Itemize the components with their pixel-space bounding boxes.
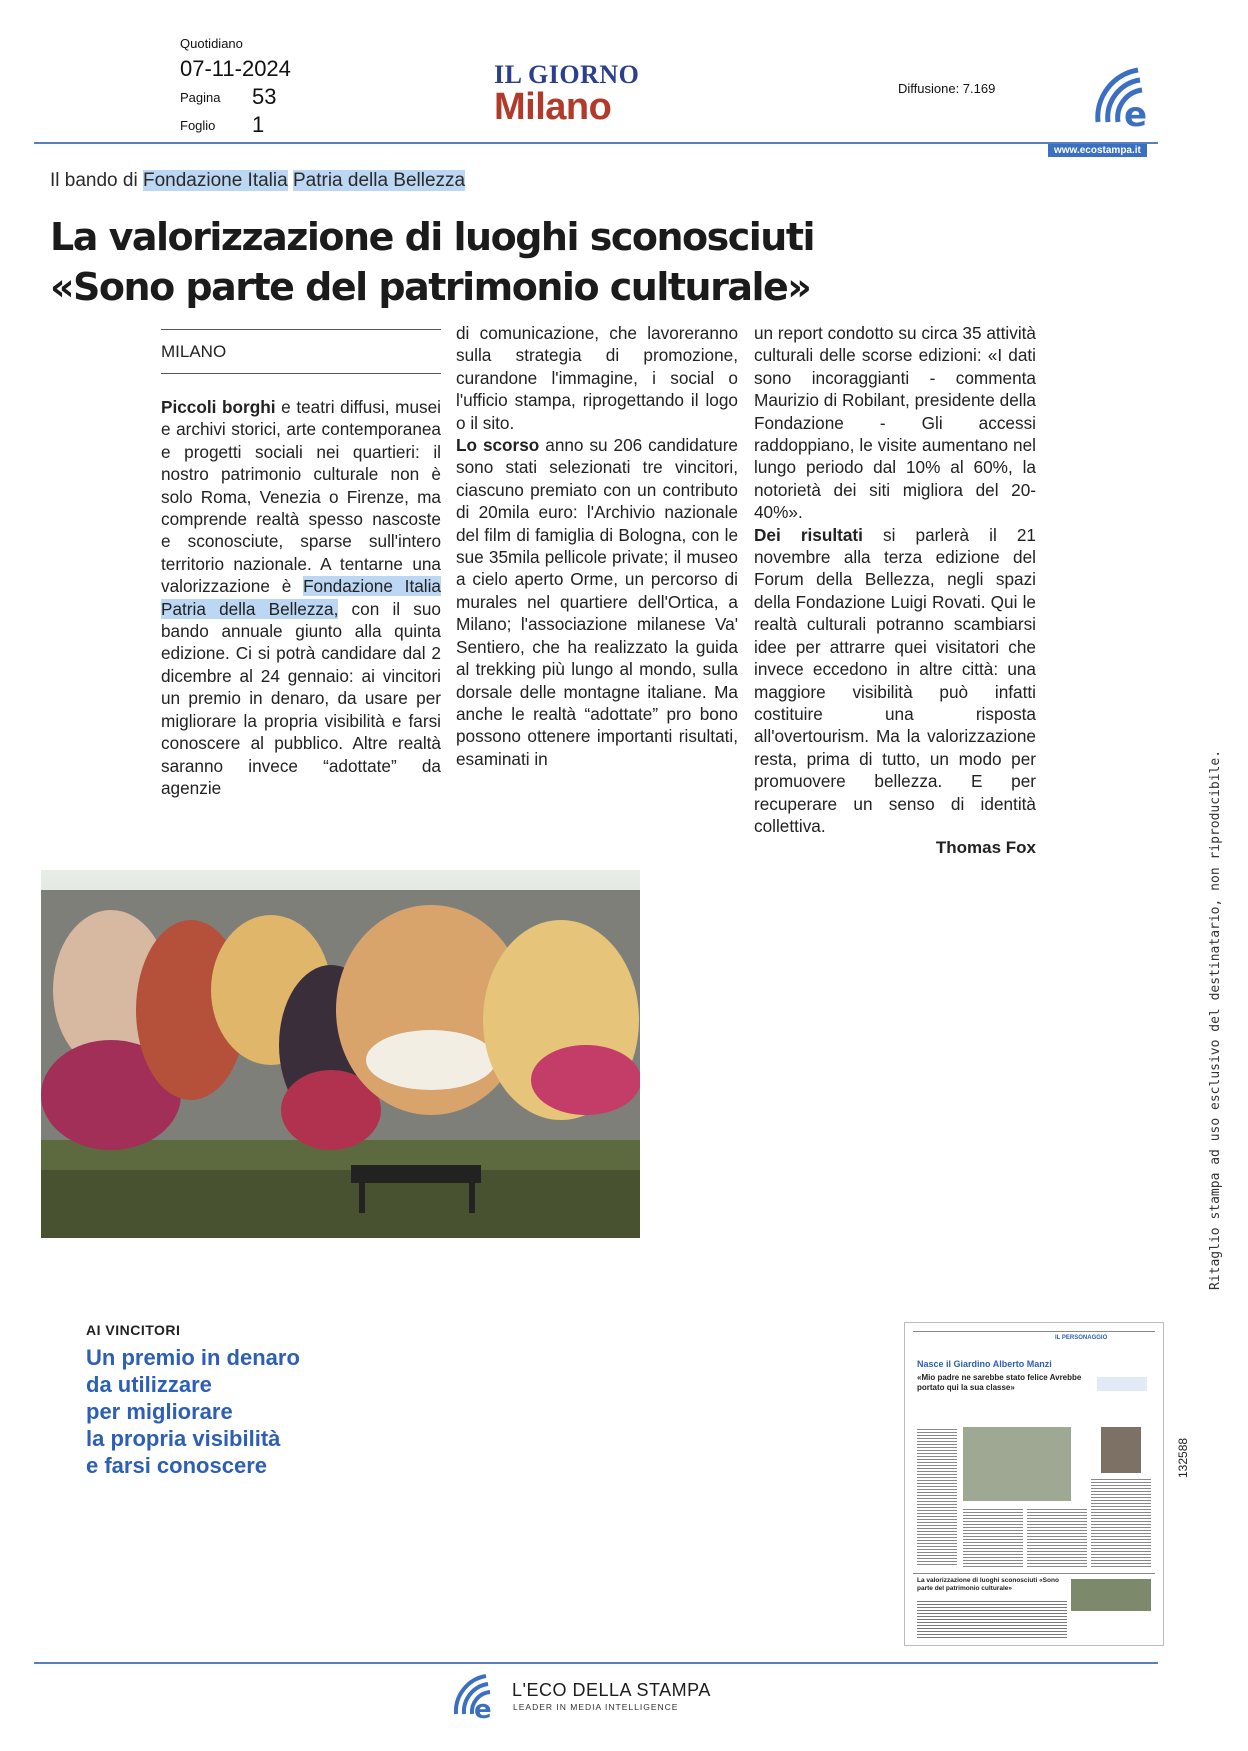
- article-column-1: [161, 396, 441, 799]
- callout-text: [86, 1344, 446, 1479]
- thumb-text-col-4: [1091, 1477, 1151, 1567]
- thumb-photo-2: [1071, 1579, 1151, 1611]
- newspaper-logo-top: IL GIORNO: [494, 60, 640, 89]
- mural-photo: [41, 870, 640, 1238]
- callout-line-2: da utilizzare: [86, 1372, 212, 1397]
- svg-text:e: e: [1124, 95, 1148, 130]
- page-label: Pagina: [180, 90, 221, 105]
- col1-lead: Piccoli borghi: [161, 397, 276, 417]
- col2-lead: Lo scorso: [456, 435, 540, 456]
- footer-brand: L'ECO DELLA STAMPA: [512, 1680, 711, 1700]
- col3-lead: Dei risultati: [754, 524, 863, 545]
- thumb-portrait: [1101, 1427, 1141, 1473]
- document-code: 132588: [1176, 1437, 1190, 1478]
- callout-line-1: Un premio in denaro: [86, 1345, 300, 1370]
- col3-text-a: un report condotto su circa 35 attività culturali delle scorse edizioni: «I dati sono incoraggianti - commenta Maurizio di Robilant, presidente della Fondazione - Gli accessi raddoppiano, le visite aumentano nel lungo periodo dal 10% al 60%, la notorietà dei siti migliora del 20-40%».: [754, 323, 1036, 523]
- headline-line-2: «Sono parte del patrimonio culturale»: [50, 265, 811, 309]
- thumb-bottom-text: [917, 1599, 1067, 1639]
- sheet-number: 1: [252, 112, 265, 137]
- col2-text-b: anno su 206 candidature sono stati selezionati tre vincitori, ciascuno premiato con un contributo di 20mila euro: l'Archivio nazionale del film di famiglia di Bologna, con le sue 35mila pellicole private; il museo a cielo aperto Orme, un percorso di murales nel quartiere dell'Ortica, a Milano; l'associazione milanese Va' Sentiero, che ha realizzato la guida al trekking più lungo al mondo, sulla dorsale delle montagne italiane. Ma anche le realtà “adottate” pro bono possono ottenere importanti risultati, esaminati in: [456, 435, 738, 769]
- thumb-quote-box: [1097, 1377, 1147, 1391]
- eco-url: www.ecostampa.it: [1048, 144, 1147, 157]
- col3-text-b: si parlerà il 21 novembre alla terza edizione del Forum della Bellezza, negli spazi della Fondazione Luigi Rovati. Qui le realtà culturali potranno scambiarsi idee per attrarre quei visitatori che invece eccedono in altre città: una maggiore visibilità può infatti costituire una risposta all'overtourism. Ma la valorizzazione resta, prima di tutto, un modo per promuovere bellezza. E per recuperare un senso di identità collettiva.: [754, 524, 1036, 836]
- headline-line-1: La valorizzazione di luoghi sconosciuti: [50, 215, 815, 259]
- footer-rule: [34, 1662, 1158, 1664]
- page-thumbnail: [904, 1322, 1164, 1646]
- thumb-bottom-title: La valorizzazione di luoghi sconosciuti «Sono parte del patrimonio culturale»: [917, 1577, 1059, 1592]
- thumb-text-col-2: [963, 1507, 1023, 1567]
- thumb-section: IL PERSONAGGIO: [1055, 1335, 1108, 1341]
- callout-line-3: per migliorare: [86, 1399, 233, 1424]
- footer-tagline: LEADER IN MEDIA INTELLIGENCE: [513, 1702, 679, 1712]
- thumb-top-rule: [913, 1331, 1155, 1332]
- kicker-org-2: Patria della Bellezza: [292, 170, 466, 191]
- article-column-2: [456, 322, 738, 770]
- col1-text-b: con il suo bando annuale giunto alla quinta edizione. Ci si potrà candidare dal 2 dicembre al 24 gennaio: ai vincitori un premio in denaro, da usare per migliorare la propria visibilità e farsi conoscere al pubblico. Altre realtà saranno invece “adottate” da agenzie: [161, 598, 441, 798]
- sheet-label: Foglio: [180, 118, 216, 133]
- article-kicker: [50, 170, 465, 192]
- callout-kicker: AI VINCITORI: [86, 1322, 181, 1338]
- kicker-org-1: Fondazione Italia: [142, 170, 288, 191]
- thumb-title: Nasce il Giardino Alberto Manzi: [917, 1359, 1052, 1369]
- svg-text:e: e: [474, 1695, 492, 1720]
- callout-line-5: e farsi conoscere: [86, 1453, 267, 1478]
- article-headline: [50, 212, 1010, 312]
- issue-date: 07-11-2024: [180, 56, 291, 81]
- callout-line-4: la propria visibilità: [86, 1426, 281, 1451]
- diffusion: Diffusione: 7.169: [898, 81, 996, 96]
- header-rule: [34, 142, 1158, 144]
- col2-text-a: di comunicazione, che lavoreranno sulla strategia di promozione, curandone l'immagine, i social o l'ufficio stampa, riprogettando il logo o il sito.: [456, 323, 738, 433]
- thumb-divider: [913, 1573, 1155, 1574]
- article-column-3: [754, 322, 1036, 860]
- col1-text-a: e teatri diffusi, musei e archivi storici, arte contemporanea e progetti sociali nei quartieri: il nostro patrimonio culturale non è solo Roma, Venezia o Firenze, ma comprende realtà spesso nascoste e sconosciute, sparse sull'intero territorio nazionale. A tentarne una valorizzazione è: [161, 397, 441, 597]
- eco-stampa-footer-icon: [452, 1668, 502, 1720]
- thumb-text-col-3: [1027, 1507, 1087, 1567]
- thumb-subtitle: «Mio padre ne sarebbe stato felice Avrebbe portato qui la sua classe»: [917, 1373, 1082, 1392]
- thumb-photo-1: [963, 1427, 1071, 1501]
- page-number: 53: [252, 84, 277, 109]
- newspaper-logo-bottom: Milano: [494, 86, 612, 128]
- article-author: Thomas Fox: [935, 838, 1036, 858]
- dateline: MILANO: [161, 342, 227, 361]
- copyright-side-note: Ritaglio stampa ad uso esclusivo del destinatario, non riproducibile.: [1208, 749, 1223, 1290]
- dateline-rule-bottom: [161, 373, 441, 374]
- thumb-text-col-1: [917, 1427, 957, 1567]
- kicker-prefix: Il bando di: [50, 170, 143, 191]
- eco-stampa-logo-icon: [1092, 60, 1158, 130]
- publication-type: Quotidiano: [180, 36, 243, 51]
- col1-highlight: Fondazione Italia Patria della Bellezza,: [161, 576, 441, 619]
- dateline-rule-top: [161, 329, 441, 330]
